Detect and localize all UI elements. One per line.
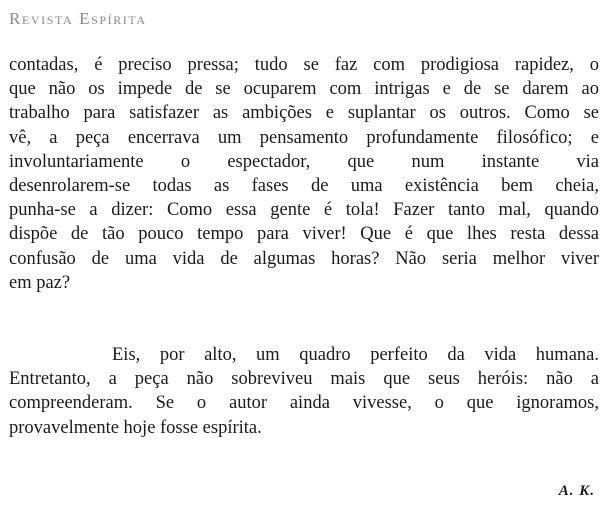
paragraph-2	[9, 343, 599, 440]
text-line: vê, a peça encerrava um pensamento profundamente filosófico; e	[9, 127, 599, 148]
text-line: dispõe de tão pouco tempo para viver! Que é que lhes resta dessa	[9, 224, 599, 245]
text-line: contadas, é preciso pressa; tudo se faz com prodigiosa rapidez, o	[9, 55, 599, 75]
author-signature: A. K.	[558, 483, 595, 499]
text-line: Entretanto, a peça não sobreviveu mais que seus heróis: não a	[9, 369, 599, 390]
text-line: desenrolarem-se todas as fases de uma existência bem cheia,	[9, 176, 599, 197]
text-line: confusão de uma vida de algumas horas? Não seria melhor viver	[9, 248, 599, 269]
text-line: que não os impede de se ocuparem com intrigas e de se darem ao	[9, 79, 599, 100]
text-line: compreenderam. Se o autor ainda vivesse, o que ignoramos,	[9, 393, 599, 414]
text-line: provavelmente hoje fosse espírita.	[9, 417, 262, 438]
running-head-title: Revista Espírita	[9, 9, 147, 28]
article-body	[9, 53, 599, 440]
text-line: punha-se a dizer: Como essa gente é tola! Fazer tanto mal, quando	[9, 200, 599, 221]
paragraph-1	[9, 53, 599, 295]
text-line: trabalho para satisfazer as ambições e suplantar os outros. Como se	[9, 103, 599, 124]
paragraph-spacer	[9, 295, 599, 343]
text-line: Eis, por alto, um quadro perfeito da vida humana.	[112, 345, 599, 366]
text-line: em paz?	[9, 272, 71, 293]
text-line: involuntariamente o espectador, que num instante via	[9, 151, 599, 172]
